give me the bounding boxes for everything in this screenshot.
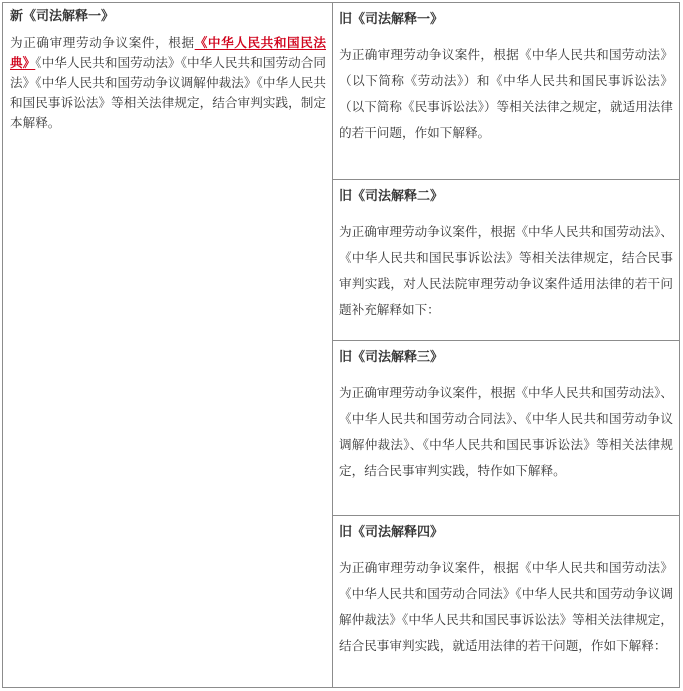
new-interpretation-body: [10, 33, 326, 133]
old-interpretation-1-heading: 旧《司法解释一》: [339, 12, 444, 27]
old-interpretation-1-body: 为正确审理劳动争议案件，根据《中华人民共和国劳动法》（以下简称《劳动法》）和《中华人民共和国民事诉讼法》（以下简称《民事诉讼法》）等相关法律之规定，就适用法律的若干问题，作如下解释。: [339, 47, 673, 140]
comparison-table: [2, 2, 680, 688]
old-interpretation-4-heading: 旧《司法解释四》: [339, 525, 444, 540]
old-interpretation-2-heading: 旧《司法解释二》: [339, 189, 444, 204]
new-text-before: 为正确审理劳动争议案件，根据: [10, 35, 195, 50]
old-interpretation-3-body: 为正确审理劳动争议案件，根据《中华人民共和国劳动法》、《中华人民共和国劳动合同法》、《中华人民共和国劳动争议调解仲裁法》、《中华人民共和国民事诉讼法》等相关法律规定，结合民事审判实践，特作如下解释。: [339, 385, 673, 478]
old-interpretation-2-body: 为正确审理劳动争议案件，根据《中华人民共和国劳动法》、《中华人民共和国民事诉讼法》等相关法律规定，结合民事审判实践，对人民法院审理劳动争议案件适用法律的若干问题补充解释如下：: [339, 224, 673, 317]
old-interpretation-1: [333, 3, 679, 180]
civil-code-link[interactable]: 《中华人民共和国民法典》: [10, 35, 327, 70]
old-interpretation-3-heading: 旧《司法解释三》: [339, 350, 444, 365]
new-interpretation-column: [3, 3, 333, 687]
old-interpretation-4: [333, 516, 679, 687]
old-interpretation-4-body: 为正确审理劳动争议案件，根据《中华人民共和国劳动法》《中华人民共和国劳动合同法》《中华人民共和国劳动争议调解仲裁法》《中华人民共和国民事诉讼法》等相关法律规定，结合民事审判实践，就适用法律的若干问题，作如下解释：: [339, 560, 673, 653]
old-interpretation-2: [333, 180, 679, 341]
old-interpretation-3: [333, 341, 679, 516]
new-interpretation-heading: 新《司法解释一》: [10, 9, 115, 24]
new-text-after: 《中华人民共和国劳动法》《中华人民共和国劳动合同法》《中华人民共和国劳动争议调解仲裁法》《中华人民共和国民事诉讼法》等相关法律规定，结合审判实践，制定本解释。: [10, 55, 326, 130]
old-interpretations-column: [333, 3, 679, 687]
